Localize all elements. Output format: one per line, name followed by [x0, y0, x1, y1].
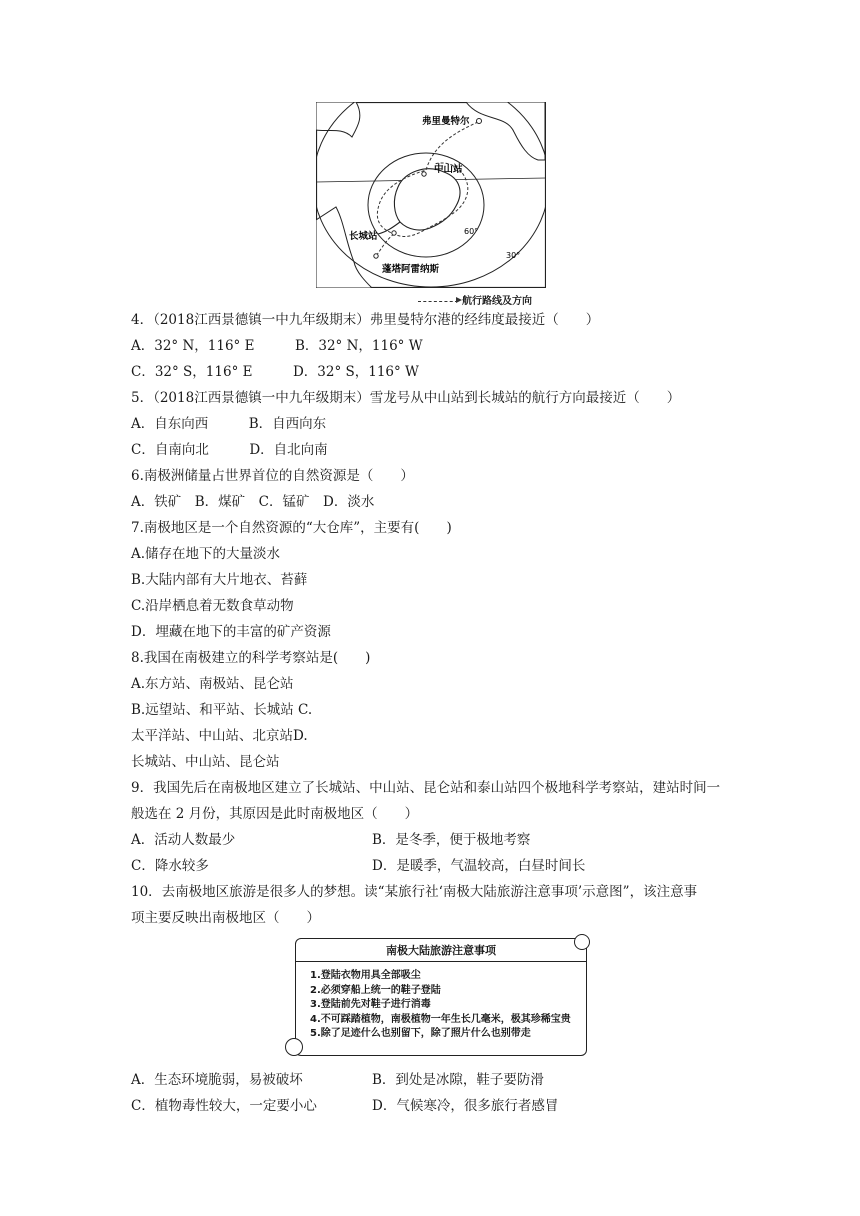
notice-title: 南极大陆旅游注意事项	[296, 942, 586, 962]
q5-options-cd: C．自南向北 D．自北向南	[131, 442, 328, 458]
q7-option-a: A.储存在地下的大量淡水	[131, 546, 281, 562]
q8-option-d: 长城站、中山站、昆仑站	[131, 754, 280, 770]
legend-label: 航行路线及方向	[462, 296, 532, 307]
q9-option-b: B．是冬季，便于极地考察	[372, 832, 531, 848]
dashed-arrow-icon	[418, 301, 458, 302]
scroll-curl-right	[574, 934, 590, 950]
q8-option-c: 太平洋站、中山站、北京站D.	[131, 728, 308, 744]
q9-stem: 9．我国先后在南极地区建立了长城站、中山站、昆仑站和泰山站四个极地科学考察站，建站时间一	[131, 780, 721, 796]
q9-stem-cont: 般选在 2 月份，其原因是此时南极地区（ ）	[131, 806, 419, 822]
q8-option-b: B.远望站、和平站、长城站 C.	[131, 702, 313, 718]
q10-option-c: C．植物毒性较大，一定要小心	[131, 1098, 317, 1114]
scroll-curl-left	[285, 1038, 303, 1056]
q10-option-b: B．到处是冰隙，鞋子要防滑	[372, 1072, 544, 1088]
q7-option-c: C.沿岸栖息着无数食草动物	[131, 598, 294, 614]
map-svg	[316, 102, 546, 288]
q8-stem: 8.我国在南极建立的科学考察站是( )	[131, 650, 371, 666]
notice-item: 2.必须穿船上统一的鞋子登陆	[310, 984, 441, 996]
q9-option-d: D．是暖季，气温较高，白昼时间长	[372, 858, 586, 874]
notice-box	[295, 938, 587, 1056]
q5-stem: 5．（2018江西景德镇一中九年级期末）雪龙号从中山站到长城站的航行方向最接近（ ）	[131, 390, 681, 406]
q10-stem-cont: 项主要反映出南极地区（ ）	[131, 910, 320, 926]
label-changcheng: 长城站	[349, 231, 378, 242]
q9-option-c: C．降水较多	[131, 858, 209, 874]
label-lat30: 30°	[506, 251, 521, 260]
q10-option-d: D．气候寒冷，很多旅行者感冒	[372, 1098, 559, 1114]
label-punta-arenas: 蓬塔阿雷纳斯	[382, 264, 440, 275]
label-lat60: 60°	[464, 227, 479, 236]
q7-option-d: D．埋藏在地下的丰富的矿产资源	[131, 624, 331, 640]
q8-option-a: A.东方站、南极站、昆仑站	[131, 676, 294, 692]
notice-item: 1.登陆衣物用具全部吸尘	[310, 970, 421, 981]
map-legend	[418, 292, 532, 307]
q7-option-b: B.大陆内部有大片地衣、苔藓	[131, 572, 308, 588]
notice-item: 4.不可踩踏植物，南极植物一年生长几毫米，极其珍稀宝贵	[310, 1013, 571, 1025]
label-fremantle: 弗里曼特尔	[422, 116, 470, 127]
q10-option-a: A．生态环境脆弱，易被破坏	[131, 1072, 303, 1088]
notice-item: 5.除了足迹什么也别留下，除了照片什么也别带走	[310, 1028, 531, 1039]
q6-stem: 6.南极洲储量占世界首位的自然资源是（ ）	[131, 468, 414, 484]
q6-options: A．铁矿 B．煤矿 C．锰矿 D．淡水	[131, 494, 375, 510]
q7-stem: 7.南极地区是一个自然资源的“大仓库”，主要有( )	[131, 520, 452, 536]
notice-item: 3.登陆前先对鞋子进行消毒	[310, 999, 431, 1010]
antarctica-route-map	[316, 102, 546, 288]
q4-options-cd: C．32° S，116° E D．32° S，116° W	[131, 364, 419, 380]
q4-stem: 4．（2018江西景德镇一中九年级期末）弗里曼特尔港的经纬度最接近（ ）	[131, 312, 600, 328]
label-zhongshan: 中山站	[434, 164, 463, 175]
q10-stem: 10．去南极地区旅游是很多人的梦想。读“某旅行社‘南极大陆旅游注意事项’示意图”，该注意事	[131, 884, 698, 900]
notice-items	[310, 969, 571, 1042]
q5-options-ab: A．自东向西 B．自西向东	[131, 416, 327, 432]
q4-options-ab: A．32° N，116° E B．32° N，116° W	[131, 338, 423, 354]
q9-option-a: A．活动人数最少	[131, 832, 236, 848]
travel-notice-scroll	[285, 938, 590, 1058]
